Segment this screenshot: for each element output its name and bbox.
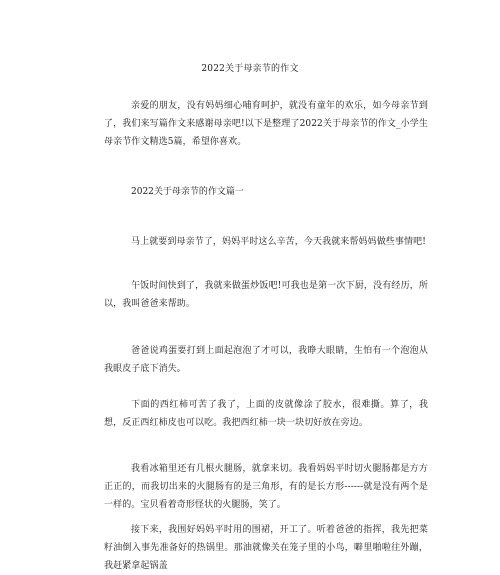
paragraph-2: 午饭时间快到了，我就来做蛋炒饭吧!可我也是第一次下厨，没有经历，所以，我叫爸爸来帮助。 — [104, 281, 428, 309]
document-title: 2022关于母亲节的作文 — [201, 64, 299, 74]
intro-paragraph: 亲爱的朋友，没有妈妈细心哺育呵护，就没有童年的欢乐，如今母亲节到了，我们来写篇作文来感谢母亲吧!以下是整理了2022关于母亲节的作文_小学生母亲节作文精选5篇，希望你喜欢。 — [104, 101, 428, 147]
paragraph-5: 我看冰箱里还有几根火腿肠，就拿来切。我看妈妈平时切火腿肠都是方方正正的，而我切出来的火腿肠有的是三角形，有的是长方形------就是没有两个是一样的。宝贝看着奇形怪状的火腿肠，笑了。 — [104, 464, 428, 510]
section-title: 2022关于母亲节的作文篇一 — [131, 187, 244, 197]
paragraph-3: 爸爸说鸡蛋要打到上面起泡泡了才可以，我睁大眼睛，生怕有一个泡泡从我眼皮子底下消失。 — [104, 346, 428, 374]
paragraph-6: 接下来，我围好妈妈平时用的围裙，开工了。听着爸爸的指挥，我先把菜籽油倒入事先准备好的热锅里。那油就像关在笼子里的小鸟，噼里啪啦往外蹦，我赶紧拿起锅盖 — [104, 525, 428, 571]
paragraph-1: 马上就要到母亲节了，妈妈平时这么辛苦，今天我就来帮妈妈做些事情吧! — [131, 237, 426, 247]
paragraph-4: 下面的西红柿可苦了我了，上面的皮就像涂了胶水，很难撕。算了，我想，反正西红柿皮也可以吃。我把西红柿一块一块切好放在旁边。 — [104, 400, 428, 428]
